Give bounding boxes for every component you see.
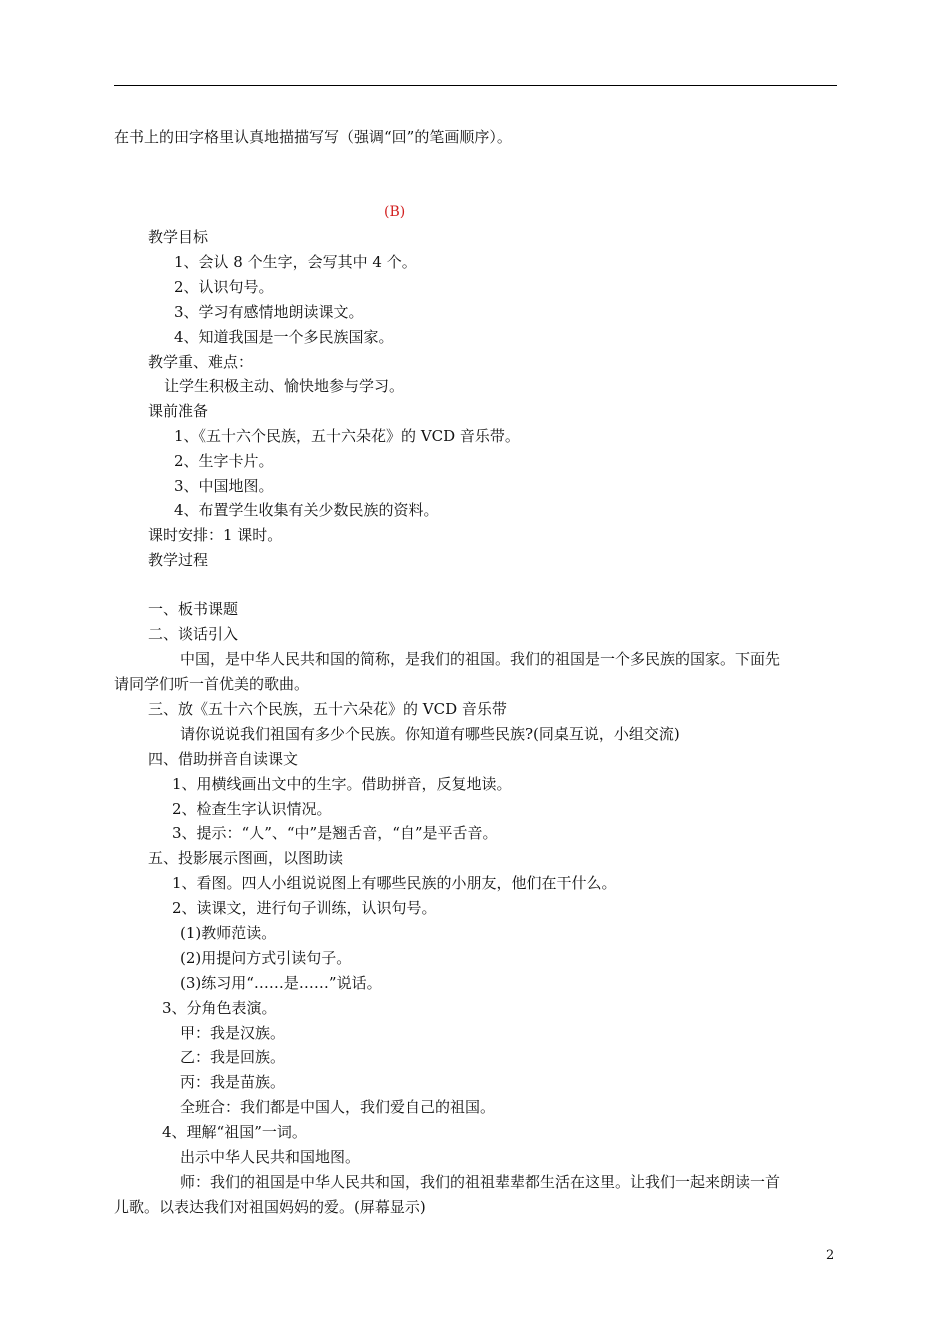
preparation-item: 3、中国地图。 <box>174 477 274 495</box>
role-line: 丙：我是苗族。 <box>180 1073 286 1091</box>
role-line: 乙：我是回族。 <box>180 1048 286 1066</box>
preparation-item: 2、生字卡片。 <box>174 452 274 470</box>
sub-item: (2)用提问方式引读句子。 <box>180 949 352 967</box>
step-heading: 三、放《五十六个民族，五十六朵花》的 VCD 音乐带 <box>148 700 507 718</box>
preparation-item: 1、《五十六个民族，五十六朵花》的 VCD 音乐带。 <box>174 427 520 445</box>
step-heading: 一、板书课题 <box>148 600 239 618</box>
goal-item: 1、会认 8 个生字，会写其中 4 个。 <box>174 253 417 271</box>
process-heading: 教学过程 <box>148 551 209 569</box>
step-item: 1、看图。四人小组说说图上有哪些民族的小朋友，他们在干什么。 <box>172 874 617 892</box>
preparation-item: 4、布置学生收集有关少数民族的资料。 <box>174 501 439 519</box>
header-rule <box>114 85 837 86</box>
step-heading: 二、谈话引入 <box>148 625 239 643</box>
step-paragraph: 儿歌。以表达我们对祖国妈妈的爱。(屏幕显示) <box>114 1198 426 1216</box>
page-number: 2 <box>826 1248 835 1263</box>
step-paragraph: 请同学们听一首优美的歌曲。 <box>114 675 310 693</box>
step-item: 3、分角色表演。 <box>162 999 277 1017</box>
goal-item: 3、学习有感情地朗读课文。 <box>174 303 364 321</box>
step-paragraph: 中国，是中华人民共和国的简称，是我们的祖国。我们的祖国是一个多民族的国家。下面先 <box>180 650 781 668</box>
section-marker: (B) <box>384 204 406 220</box>
step-item: 1、用横线画出文中的生字。借助拼音，反复地读。 <box>172 775 512 793</box>
step-paragraph: 出示中华人民共和国地图。 <box>180 1148 361 1166</box>
key-points-heading: 教学重、难点： <box>148 353 254 371</box>
step-heading: 四、借助拼音自读课文 <box>148 750 299 768</box>
goal-item: 4、知道我国是一个多民族国家。 <box>174 328 394 346</box>
header-note: 在书上的田字格里认真地描描写写（强调“回”的笔画顺序）。 <box>114 128 512 146</box>
schedule: 课时安排：1 课时。 <box>148 526 283 544</box>
step-paragraph: 请你说说我们祖国有多少个民族。你知道有哪些民族?(同桌互说，小组交流) <box>180 725 680 743</box>
sub-item: (3)练习用“……是……”说话。 <box>180 974 382 992</box>
role-line: 甲：我是汉族。 <box>180 1024 286 1042</box>
step-item: 4、理解“祖国”一词。 <box>162 1123 307 1141</box>
step-paragraph: 师：我们的祖国是中华人民共和国，我们的祖祖辈辈都生活在这里。让我们一起来朗读一首 <box>180 1173 781 1191</box>
step-heading: 五、投影展示图画，以图助读 <box>148 849 344 867</box>
sub-item: (1)教师范读。 <box>180 924 277 942</box>
step-item: 3、提示：“人”、“中”是翘舌音，“自”是平舌音。 <box>172 824 498 842</box>
role-line: 全班合：我们都是中国人，我们爱自己的祖国。 <box>180 1098 496 1116</box>
goal-item: 2、认识句号。 <box>174 278 274 296</box>
step-item: 2、检查生字认识情况。 <box>172 800 332 818</box>
step-item: 2、读课文，进行句子训练，认识句号。 <box>172 899 437 917</box>
preparation-heading: 课前准备 <box>148 402 209 420</box>
goals-heading: 教学目标 <box>148 228 209 246</box>
key-points-text: 让学生积极主动、愉快地参与学习。 <box>164 377 405 395</box>
